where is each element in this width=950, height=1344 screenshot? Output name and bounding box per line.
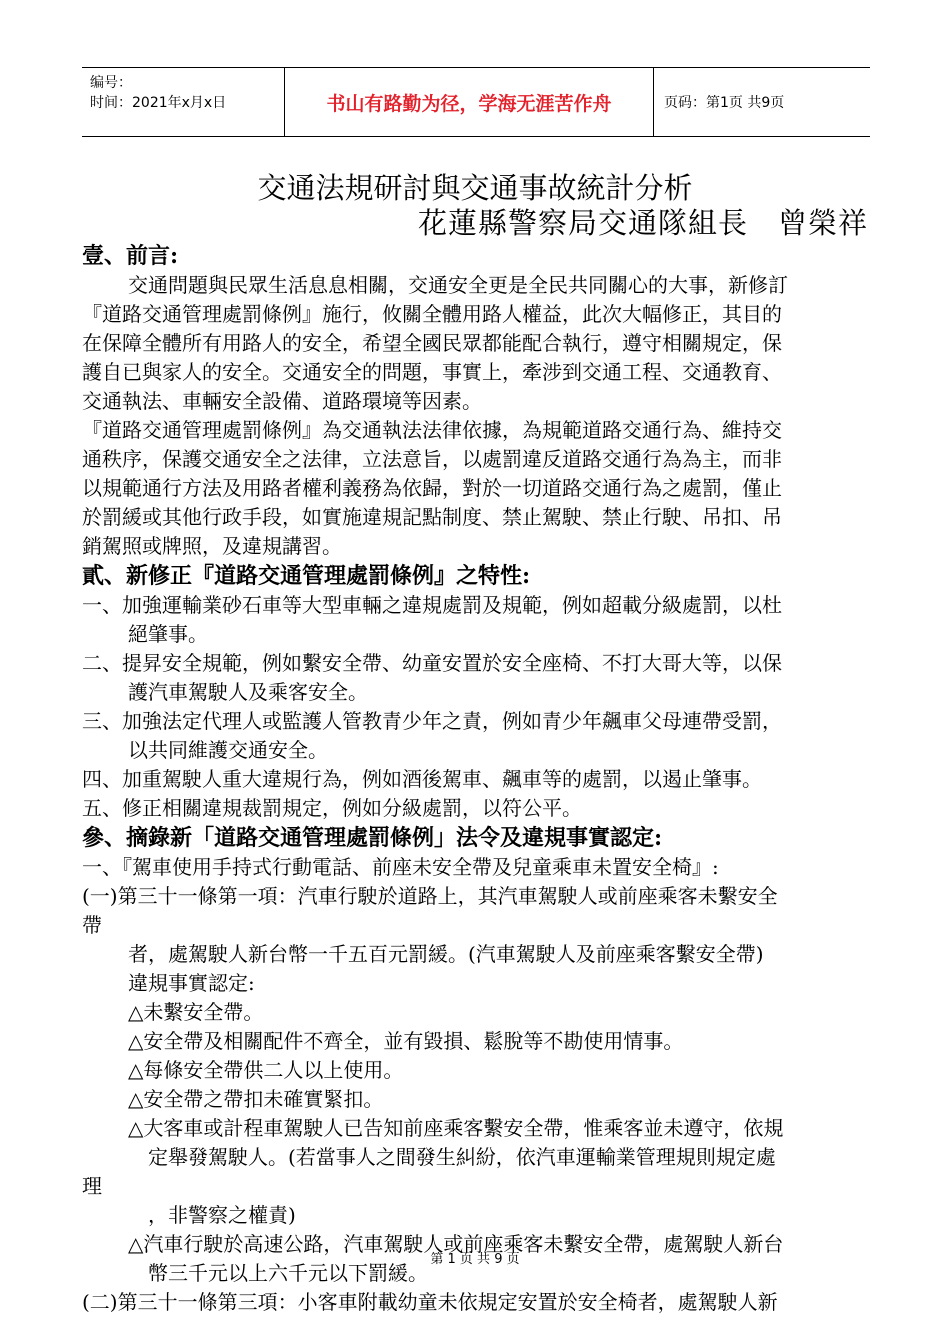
document-title: 交通法規研討與交通事故統計分析 <box>257 171 693 205</box>
body-line: 違規事實認定: <box>128 971 255 995</box>
header-table <box>82 67 870 137</box>
body-line: △汽車行駛於高速公路，汽車駕駛人或前座乘客未繫安全帶，處駕駛人新台 <box>128 1232 784 1256</box>
body-line: 護汽車駕駛人及乘客安全。 <box>128 680 368 704</box>
body-line: 幣三千元以上六千元以下罰緩。 <box>148 1261 428 1285</box>
body-line: 『道路交通管理處罰條例』施行，攸關全體用路人權益，此次大幅修正，其目的 <box>82 302 782 326</box>
document-author: 花蓮縣警察局交通隊組長 曾榮祥 <box>417 206 868 240</box>
body-line: 絕肇事。 <box>128 622 208 646</box>
body-line: 理 <box>82 1174 102 1198</box>
body-line: 於罰緩或其他行政手段，如實施違規記點制度、禁止駕駛、禁止行駛、吊扣、吊 <box>82 505 782 529</box>
time-label: 时间：2021年x月x日 <box>90 95 227 111</box>
body-line: 以共同維護交通安全。 <box>128 738 328 762</box>
number-label: 编号： <box>90 75 132 91</box>
body-line: 銷駕照或牌照，及違規講習。 <box>82 534 342 558</box>
section-heading: 參、摘錄新「道路交通管理處罰條例」法令及違規事實認定: <box>82 825 663 851</box>
body-line: 一、加強運輸業砂石車等大型車輛之違規處罰及規範，例如超載分級處罰，以杜 <box>82 593 782 617</box>
body-line: 護自已與家人的安全。交通安全的問題，事實上，牽涉到交通工程、交通教育、 <box>82 360 782 384</box>
header-page-label: 页码：第1页 共9页 <box>664 95 785 111</box>
body-line: 定舉發駕駛人。(若當事人之間發生糾紛，依汽車運輸業管理規則規定處 <box>148 1145 776 1169</box>
body-line: (二)第三十一條第三項：小客車附載幼童未依規定安置於安全椅者，處駕駛人新 <box>82 1290 778 1314</box>
body-line: 交通問題與民眾生活息息相關，交通安全更是全民共同關心的大事，新修訂 <box>128 273 788 297</box>
section-heading: 貳、新修正『道路交通管理處罰條例』之特性: <box>82 563 531 589</box>
body-line: 『道路交通管理處罰條例』為交通執法法律依據，為規範道路交通行為、維持交 <box>82 418 782 442</box>
body-line: △大客車或計程車駕駛人已告知前座乘客繫安全帶，惟乘客並未遵守，依規 <box>128 1116 784 1140</box>
body-line: 五、修正相關違規裁罰規定，例如分級處罰，以符公平。 <box>82 796 582 820</box>
body-line: 三、加強法定代理人或監護人管教青少年之責，例如青少年飆車父母連帶受罰， <box>82 709 782 733</box>
page-footer: 第 1 页 共 9 页 <box>430 1252 520 1267</box>
body-line: 以規範通行方法及用路者權利義務為依歸，對於一切道路交通行為之處罰，僅止 <box>82 476 782 500</box>
header-meta <box>82 68 284 136</box>
body-line: 一、『駕車使用手持式行動電話、前座未安全帶及兒童乘車未置安全椅』: <box>82 855 719 879</box>
section-heading: 壹、前言: <box>82 243 179 269</box>
body-line: △未繫安全帶。 <box>128 1000 264 1024</box>
header-motto: 书山有路勤为径，学海无涯苦作舟 <box>284 68 654 136</box>
body-line: 二、提昇安全規範，例如繫安全帶、幼童安置於安全座椅、不打大哥大等，以保 <box>82 651 782 675</box>
body-line: 四、加重駕駛人重大違規行為，例如酒後駕車、飆車等的處罰，以遏止肇事。 <box>82 767 762 791</box>
body-line: △安全帶及相關配件不齊全，並有毀損、鬆脫等不勘使用情事。 <box>128 1029 684 1053</box>
body-line: ，非警察之權責) <box>148 1203 296 1227</box>
body-line: 在保障全體所有用路人的安全，希望全國民眾都能配合執行，遵守相關規定，保 <box>82 331 782 355</box>
body-line: (一)第三十一條第一項：汽車行駛於道路上，其汽車駕駛人或前座乘客未繫安全 <box>82 884 778 908</box>
document-body <box>82 241 870 1317</box>
body-line: 通秩序，保護交通安全之法律，立法意旨，以處罰違反道路交通行為為主，而非 <box>82 447 782 471</box>
body-line: 者，處駕駛人新台幣一千五百元罰緩。(汽車駕駛人及前座乘客繫安全帶) <box>128 942 764 966</box>
body-line: 帶 <box>82 913 102 937</box>
body-line: △安全帶之帶扣未確實緊扣。 <box>128 1087 384 1111</box>
body-line: △每條安全帶供二人以上使用。 <box>128 1058 404 1082</box>
body-line: 交通執法、車輛安全設備、道路環境等因素。 <box>82 389 482 413</box>
